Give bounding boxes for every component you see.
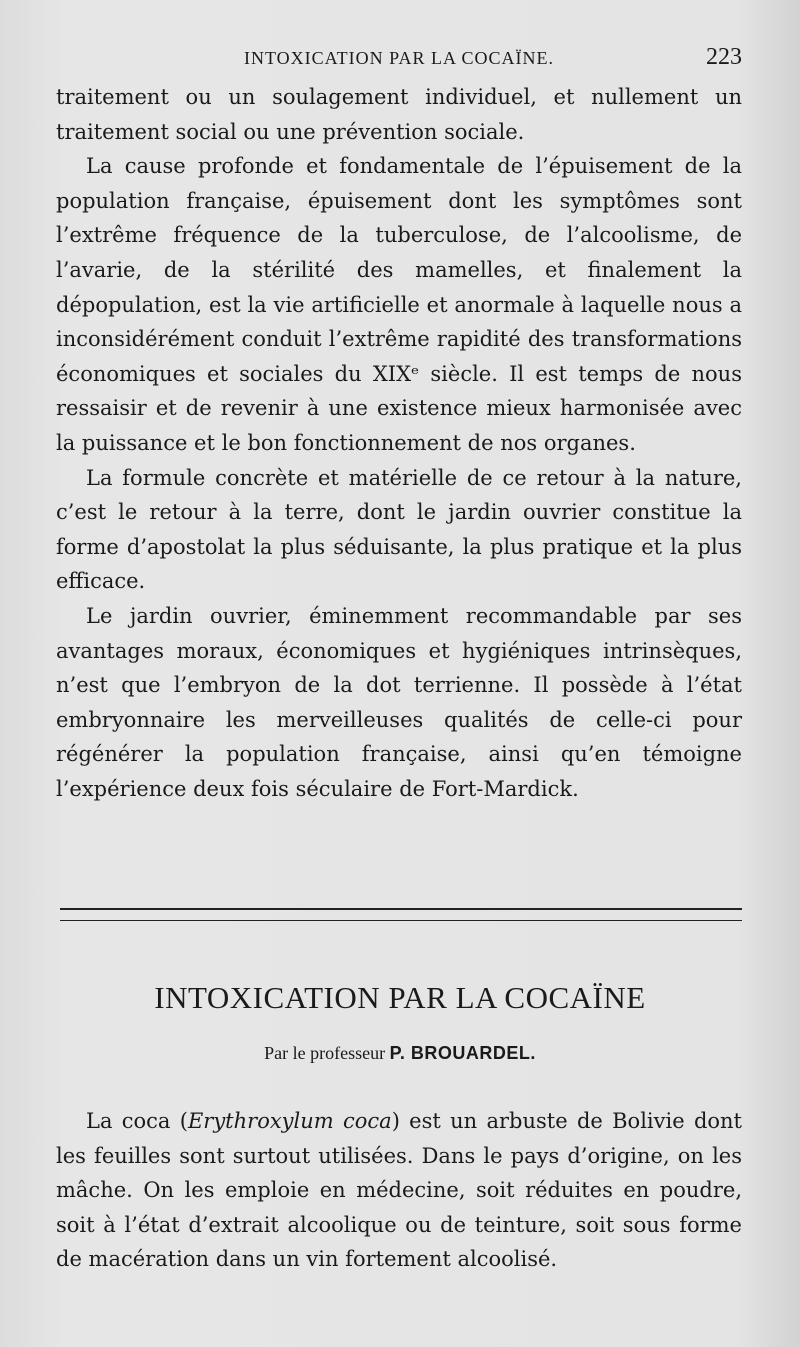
- paragraph: Le jardin ouvrier, éminemment recommandable par ses avantages moraux, économiques et hygiéniques intrinsèques, n’est que l’embryon de la dot terrienne. Il possède à l’état embryonnaire les merveilleuses qualités de celle-ci pour régénérer la population française, ainsi qu’en témoigne l’expérience deux fois séculaire de Fort-Mardick.: [56, 603, 742, 801]
- previous-article-continuation: [56, 80, 742, 806]
- article-body: [56, 1104, 742, 1277]
- running-title: INTOXICATION PAR LA COCAÏNE.: [243, 48, 554, 68]
- article-title: INTOXICATION PAR LA COCAÏNE: [154, 980, 646, 1015]
- byline-prefix: Par le professeur: [264, 1043, 386, 1063]
- paragraph: La cause profonde et fondamentale de l’épuisement de la population française, épuisement dont les symptômes sont l’extrême fréquence de la tuberculose, de l’alcoolisme, de l’avarie, de la stérilité des mamelles, et finalement la dépopulation, est la vie artificielle et anormale à laquelle nous a inconsidérément conduit l’extrême rapidité des transformations économiques et sociales du XIXᵉ siècle. Il est temps de nous ressaisir et de revenir à une existence mieux harmonisée avec la puissance et le bon fonctionnement de nos organes.: [56, 154, 742, 455]
- intro-paragraph: [56, 1104, 742, 1277]
- paragraph: La formule concrète et matérielle de ce retour à la nature, c’est le retour à la terre, dont le jardin ouvrier constitue la forme d’apostolat la plus séduisante, la plus pratique et la plus efficace.: [56, 465, 742, 594]
- intro-rest: ) est un arbuste de Bolivie dont les feuilles sont surtout utilisées. Dans le pays d’origine, on les mâche. On les emploie en médecine, soit réduites en poudre, soit à l’état d’extrait alcoolique ou de teinture, soit sous forme de macération dans un vin fortement alcoolisé.: [56, 1109, 742, 1272]
- byline: [0, 1043, 800, 1064]
- intro-start: La coca (: [86, 1109, 188, 1133]
- section-divider: [60, 908, 742, 921]
- page-number: 223: [706, 44, 742, 70]
- running-header: [56, 44, 742, 74]
- paragraph: traitement ou un soulagement individuel, et nullement un traitement social ou une prévention sociale.: [56, 85, 742, 144]
- author-name: P. BROUARDEL.: [389, 1043, 536, 1063]
- latin-name: Erythroxylum coca: [187, 1109, 392, 1133]
